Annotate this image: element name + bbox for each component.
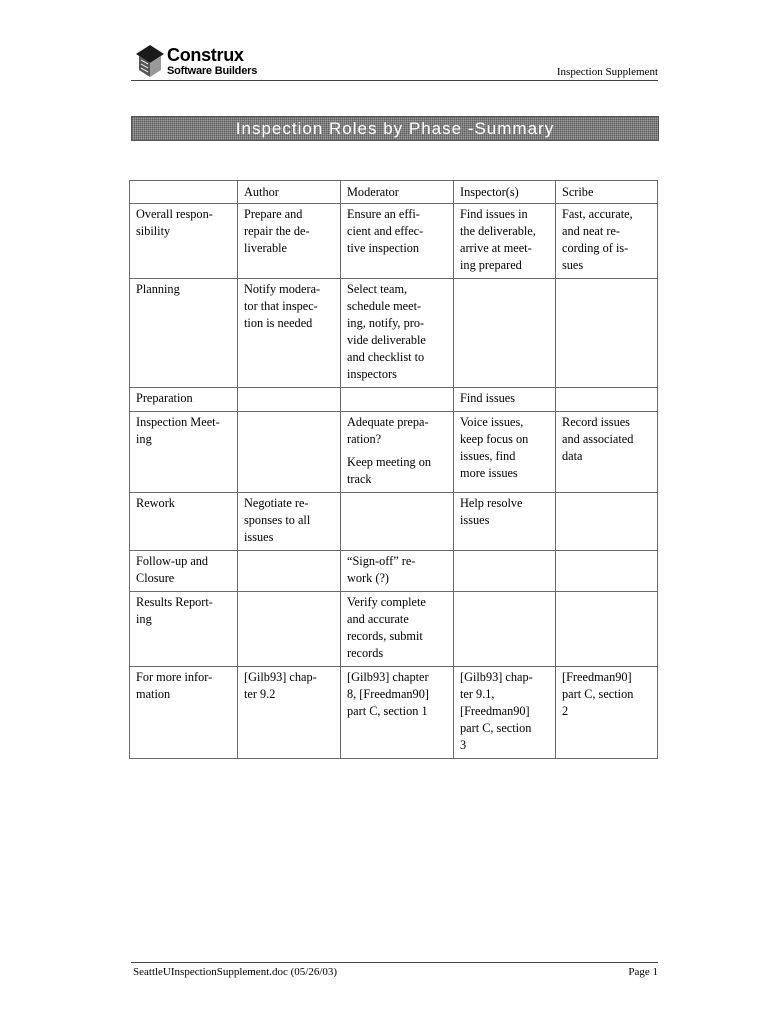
cell-text: part C, section <box>562 687 634 701</box>
column-header: Moderator <box>341 181 454 204</box>
cell-text: Inspection Meet- <box>136 415 220 429</box>
cell-phase <box>130 412 238 493</box>
cell-text: sibility <box>136 224 171 238</box>
cell-author <box>238 551 341 592</box>
column-header: Inspector(s) <box>454 181 556 204</box>
cell-phase <box>130 388 238 412</box>
cell-author <box>238 592 341 667</box>
cell-text: track <box>347 472 372 486</box>
table-header-row <box>130 181 658 204</box>
cell-text: more issues <box>460 466 518 480</box>
cell-text: records, submit <box>347 629 423 643</box>
cell-author <box>238 388 341 412</box>
cell-scribe <box>556 279 658 388</box>
cell-text: vide deliverable <box>347 333 426 347</box>
footer-filename: SeattleUInspectionSupplement.doc (05/26/03) <box>133 966 338 978</box>
cell-phase <box>130 279 238 388</box>
cell-author <box>238 412 341 493</box>
cell-text: Follow-up and <box>136 554 209 568</box>
cell-text: Keep meeting on <box>347 455 432 469</box>
cell-scribe <box>556 592 658 667</box>
cell-text: Notify modera- <box>244 282 321 296</box>
cell-text: sponses to all <box>244 513 311 527</box>
page-title: Inspection Roles by Phase -Summary <box>235 119 555 138</box>
cell-author <box>238 279 341 388</box>
cell-text: [Freedman90] <box>460 704 530 718</box>
roles-table <box>129 180 658 759</box>
cell-text: Find issues <box>460 391 516 405</box>
cell-text: arrive at meet- <box>460 241 532 255</box>
cell-phase <box>130 592 238 667</box>
cell-phase <box>130 551 238 592</box>
cell-text: ing <box>136 432 152 446</box>
cell-text: “Sign-off” re- <box>347 554 416 568</box>
cell-author <box>238 493 341 551</box>
cell-text: ter 9.1, <box>460 687 495 701</box>
footer-page-number: Page 1 <box>628 966 658 978</box>
cell-text: Ensure an effi- <box>347 207 420 221</box>
cell-text: 2 <box>562 704 569 718</box>
cell-inspector <box>454 551 556 592</box>
table-row <box>130 279 658 388</box>
cell-text: 8, [Freedman90] <box>347 687 429 701</box>
header-supplement-label: Inspection Supplement <box>556 66 658 78</box>
column-header: Scribe <box>556 181 658 204</box>
cell-text: ing prepared <box>460 258 522 272</box>
cell-text: mation <box>136 687 171 701</box>
cell-text: and checklist to <box>347 350 425 364</box>
cell-text: ter 9.2 <box>244 687 276 701</box>
cell-phase <box>130 493 238 551</box>
logo-subtitle: Software Builders <box>167 65 258 77</box>
cell-text: Preparation <box>136 391 193 405</box>
table-row <box>130 204 658 279</box>
cell-moderator <box>341 204 454 279</box>
cell-text: [Freedman90] <box>562 670 632 684</box>
cell-text: Adequate prepa- <box>347 415 429 429</box>
cell-text: and associated <box>562 432 634 446</box>
cell-text: Overall respon- <box>136 207 213 221</box>
logo-name: Construx <box>167 45 244 65</box>
cell-text: data <box>562 449 583 463</box>
cell-moderator <box>341 412 454 493</box>
header-divider <box>131 80 658 81</box>
cell-text: Record issues <box>562 415 630 429</box>
construx-logo-icon <box>135 44 165 78</box>
cell-text: Negotiate re- <box>244 496 309 510</box>
cell-inspector <box>454 279 556 388</box>
title-banner <box>131 116 659 141</box>
cell-inspector <box>454 388 556 412</box>
cell-text: cient and effec- <box>347 224 424 238</box>
cell-text: part C, section <box>460 721 532 735</box>
table-row <box>130 667 658 759</box>
cell-text: liverable <box>244 241 288 255</box>
cell-scribe <box>556 204 658 279</box>
column-header: Author <box>238 181 341 204</box>
cell-text: Help resolve <box>460 496 523 510</box>
cell-text: repair the de- <box>244 224 310 238</box>
cell-text: issues <box>244 530 274 544</box>
cell-moderator <box>341 493 454 551</box>
cell-scribe <box>556 493 658 551</box>
cell-text: Closure <box>136 571 175 585</box>
cell-text: records <box>347 646 384 660</box>
cell-text: Planning <box>136 282 180 296</box>
cell-text: cording of is- <box>562 241 629 255</box>
cell-text: Fast, accurate, <box>562 207 633 221</box>
cell-text: work (?) <box>347 571 389 585</box>
cell-text: issues <box>460 513 490 527</box>
construx-logo <box>135 44 275 82</box>
cell-text: Rework <box>136 496 175 510</box>
cell-inspector <box>454 204 556 279</box>
cell-text: 3 <box>460 738 467 752</box>
cell-text: tive inspection <box>347 241 420 255</box>
cell-text: [Gilb93] chap- <box>244 670 317 684</box>
cell-text: and neat re- <box>562 224 621 238</box>
cell-text: Prepare and <box>244 207 303 221</box>
footer-divider <box>131 962 658 963</box>
cell-text: [Gilb93] chap- <box>460 670 533 684</box>
cell-text: tion is needed <box>244 316 313 330</box>
cell-scribe <box>556 667 658 759</box>
column-header <box>130 181 238 204</box>
cell-text: Results Report- <box>136 595 213 609</box>
cell-text: inspectors <box>347 367 397 381</box>
cell-text: Verify complete <box>347 595 426 609</box>
cell-scribe <box>556 388 658 412</box>
cell-text: [Gilb93] chapter <box>347 670 429 684</box>
cell-text: ing, notify, pro- <box>347 316 425 330</box>
cell-moderator <box>341 388 454 412</box>
cell-text: ing <box>136 612 152 626</box>
cell-text: Find issues in <box>460 207 528 221</box>
cell-text: part C, section 1 <box>347 704 428 718</box>
cell-inspector <box>454 667 556 759</box>
cell-phase <box>130 204 238 279</box>
cell-text: issues, find <box>460 449 516 463</box>
cell-text: tor that inspec- <box>244 299 318 313</box>
cell-inspector <box>454 412 556 493</box>
cell-scribe <box>556 412 658 493</box>
cell-moderator <box>341 592 454 667</box>
cell-author <box>238 204 341 279</box>
cell-moderator <box>341 667 454 759</box>
cell-moderator <box>341 279 454 388</box>
cell-text: sues <box>562 258 584 272</box>
cell-text: and accurate <box>347 612 409 626</box>
cell-text: Voice issues, <box>460 415 524 429</box>
cell-author <box>238 667 341 759</box>
table-row <box>130 592 658 667</box>
cell-inspector <box>454 592 556 667</box>
table-row <box>130 388 658 412</box>
cell-text: Select team, <box>347 282 408 296</box>
table-row <box>130 493 658 551</box>
table-row <box>130 551 658 592</box>
cell-text: schedule meet- <box>347 299 422 313</box>
cell-inspector <box>454 493 556 551</box>
cell-text: the deliverable, <box>460 224 536 238</box>
cell-moderator <box>341 551 454 592</box>
cell-text: For more infor- <box>136 670 213 684</box>
table-row <box>130 412 658 493</box>
cell-text: keep focus on <box>460 432 529 446</box>
cell-text: ration? <box>347 432 382 446</box>
cell-phase <box>130 667 238 759</box>
cell-scribe <box>556 551 658 592</box>
